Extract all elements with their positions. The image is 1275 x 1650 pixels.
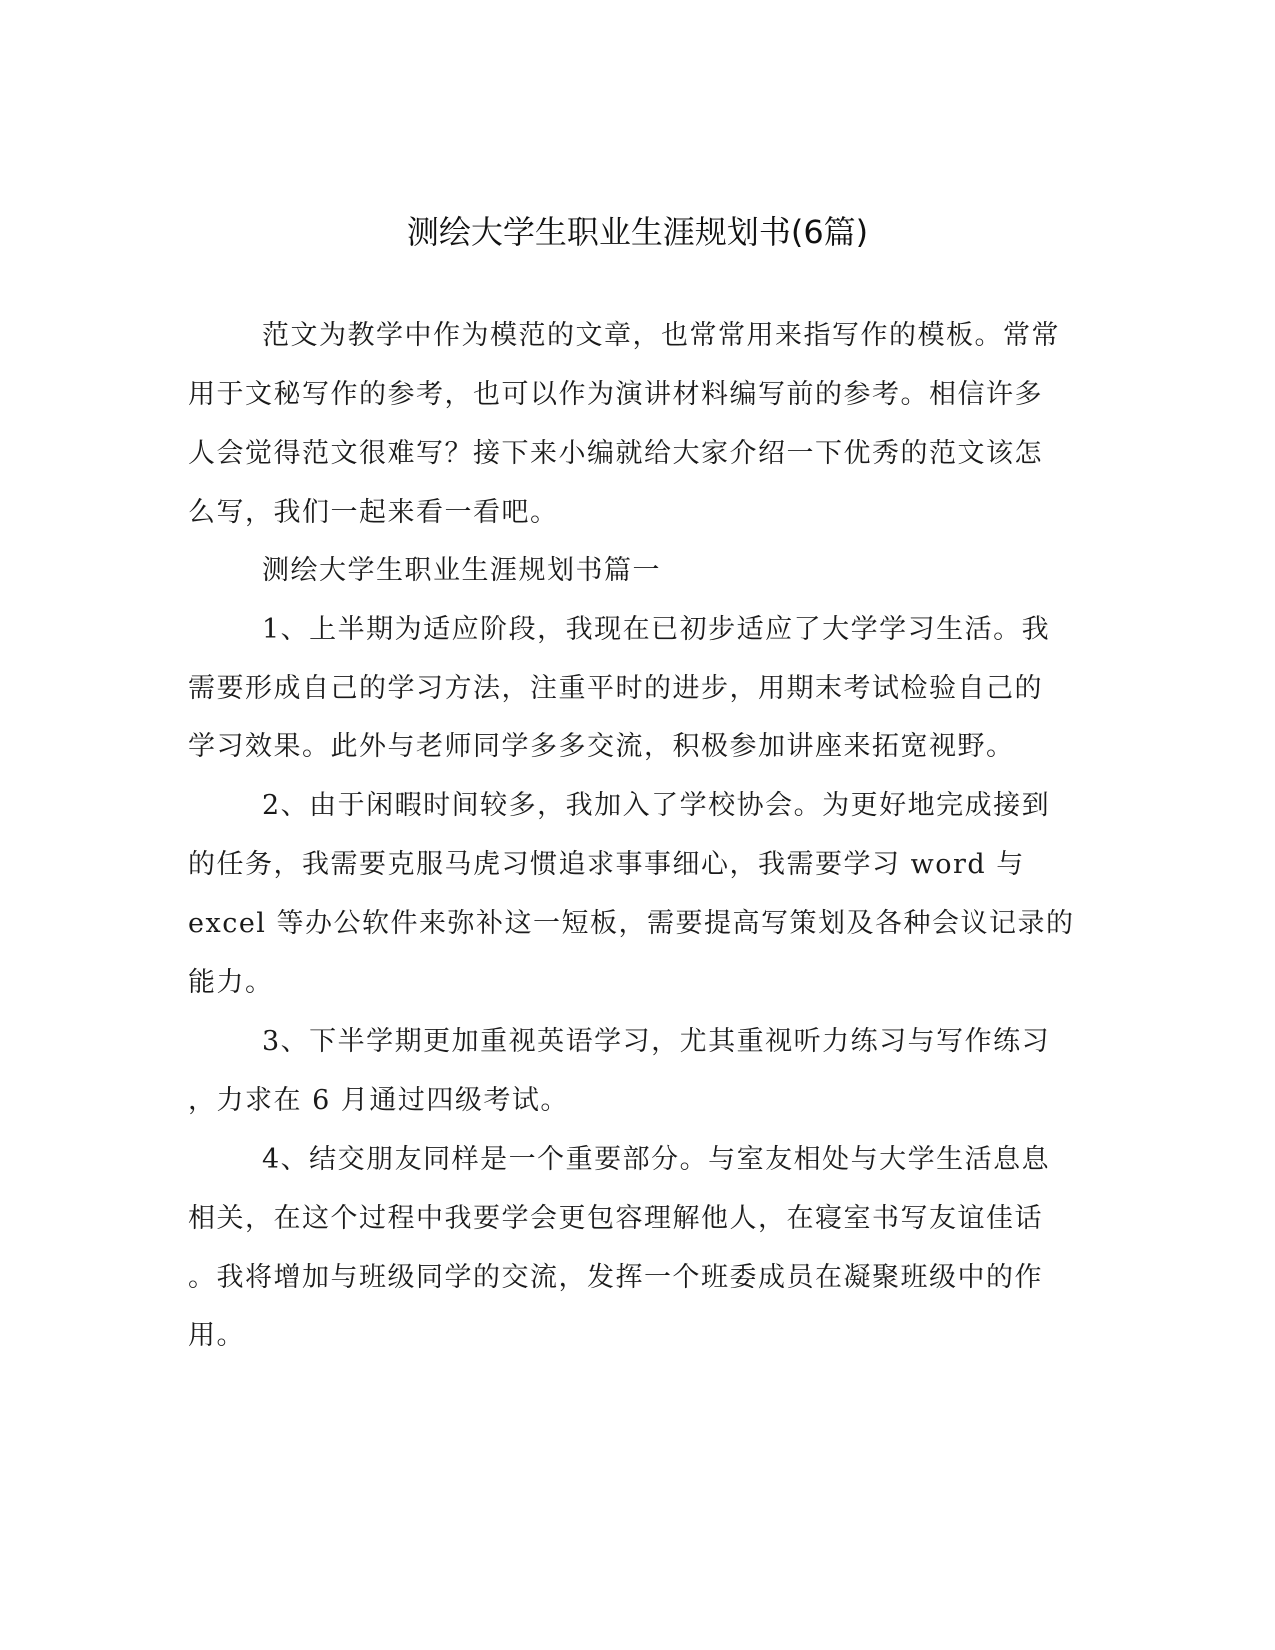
item-2-line-3: excel 等办公软件来弥补这一短板，需要提高写策划及各种会议记录的 [188, 908, 1075, 939]
item-3-line-2: ，力求在 6 月通过四级考试。 [188, 1085, 569, 1116]
intro-line-3: 人会觉得范文很难写？接下来小编就给大家介绍一下优秀的范文该怎 [188, 438, 1043, 469]
intro-line-4: 么写，我们一起来看一看吧。 [188, 497, 559, 528]
item-1-line-3: 学习效果。此外与老师同学多多交流，积极参加讲座来拓宽视野。 [188, 731, 1015, 762]
item-2-line-1: 2、由于闲暇时间较多，我加入了学校协会。为更好地完成接到 [262, 790, 1051, 821]
document-title: 测绘大学生职业生涯规划书(6篇) [406, 213, 869, 251]
item-4-line-3: 。我将增加与班级同学的交流，发挥一个班委成员在凝聚班级中的作 [188, 1262, 1043, 1293]
item-3-line-1: 3、下半学期更加重视英语学习，尤其重视听力练习与写作练习 [262, 1026, 1051, 1057]
item-2-line-2: 的任务，我需要克服马虎习惯追求事事细心，我需要学习 word 与 [188, 849, 1025, 880]
item-4-line-4: 用。 [188, 1320, 245, 1351]
item-2-line-4: 能力。 [188, 967, 274, 998]
item-1-line-1: 1、上半期为适应阶段，我现在已初步适应了大学学习生活。我 [262, 614, 1051, 645]
intro-line-2: 用于文秘写作的参考，也可以作为演讲材料编写前的参考。相信许多 [188, 379, 1043, 410]
item-4-line-1: 4、结交朋友同样是一个重要部分。与室友相处与大学生活息息 [262, 1144, 1051, 1175]
intro-line-1: 范文为教学中作为模范的文章，也常常用来指写作的模板。常常 [262, 320, 1060, 351]
item-1-line-2: 需要形成自己的学习方法，注重平时的进步，用期末考试检验自己的 [188, 673, 1043, 704]
item-4-line-2: 相关，在这个过程中我要学会更包容理解他人，在寝室书写友谊佳话 [188, 1203, 1043, 1234]
section-heading: 测绘大学生职业生涯规划书篇一 [262, 555, 661, 586]
